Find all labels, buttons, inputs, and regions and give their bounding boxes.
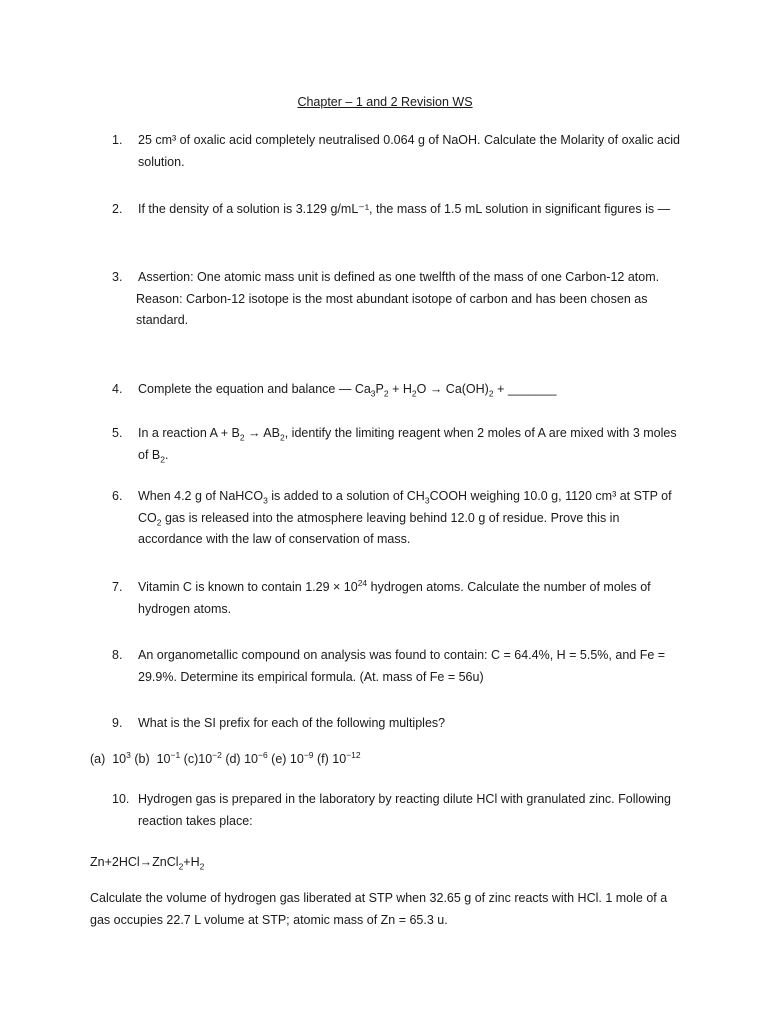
question-number: 6. — [112, 489, 123, 503]
question-3 — [112, 267, 682, 332]
question-9-options: (a) $10^3$ (b) $10^{-1}$ $(c)10^{-2}$ (d) $10^{-6}$ (e) $10^{-9}$ (f) $10^{-12}$ — [90, 749, 361, 766]
question-text: Complete the equation and balance — $Ca_3P_2 + H_2O \to Ca(OH)_2$ + _______ — [138, 382, 557, 399]
question-5 — [112, 423, 682, 466]
question-number: 7. — [112, 580, 123, 594]
question-7 — [112, 577, 682, 620]
question-10-equation: $Zn+2HCl\to ZnCl_2+H_2$ — [90, 855, 205, 872]
question-text: 25 cm³ of oxalic acid completely neutralised 0.064 g of NaOH. Calculate the Molarity of oxalic acid solution. — [138, 133, 680, 169]
question-8 — [112, 645, 682, 688]
question-text: Assertion: One atomic mass unit is defined as one twelfth of the mass of one Carbon-12 atom. — [138, 270, 660, 284]
question-10 — [112, 789, 682, 832]
question-number: 9. — [112, 716, 123, 730]
question-2 — [112, 199, 682, 221]
question-text: If the density of a solution is 3.129 g/mL⁻¹, the mass of 1.5 mL solution in significant figures is — — [138, 202, 671, 216]
question-number: 1. — [112, 133, 123, 147]
question-number: 3. — [112, 270, 123, 284]
question-number: 10. — [112, 792, 130, 806]
question-10-followup: Calculate the volume of hydrogen gas liberated at STP when 32.65 g of zinc reacts with HCl. 1 mole of a gas occupies 22.7 L volume at STP; atomic mass of Zn = 65.3 u. — [90, 891, 668, 927]
question-number: 2. — [112, 202, 123, 216]
question-number: 5. — [112, 426, 123, 440]
question-text: Vitamin C is known to contain $1.29 \times 10^{24}$ hydrogen atoms. Calculate the number of moles of hydrogen atoms. — [138, 577, 651, 616]
question-6 — [112, 486, 682, 551]
page-title: Chapter – 1 and 2 Revision WS — [297, 95, 473, 109]
question-number: 8. — [112, 648, 123, 662]
question-text: In a reaction $A + B_2 \to AB_2$, identify the limiting reagent when 2 moles of A are mixed with 3 moles of $B_2$. — [138, 426, 677, 464]
question-4 — [112, 379, 682, 401]
question-9 — [112, 713, 682, 735]
question-text: What is the SI prefix for each of the following multiples? — [138, 716, 446, 730]
question-text: An organometallic compound on analysis was found to contain: C = 64.4%, H = 5.5%, and Fe = 29.9%. Determine its empirical formula. (At. mass of Fe = 56u) — [138, 648, 666, 684]
question-text: Hydrogen gas is prepared in the laboratory by reacting dilute HCl with granulated zinc. Following reaction takes place: — [138, 792, 671, 828]
question-text: When 4.2 g of NaHCO$_3$ is added to a solution of $CH_3COOH$ weighing 10.0 g, 1120 cm³ at STP of $CO_2$ gas is released into the atmosphere leaving behind 12.0 g of residue. Prove this in accordance with the law of conservation of mass. — [138, 489, 672, 546]
question-1 — [112, 130, 682, 173]
question-number: 4. — [112, 382, 123, 396]
question-reason: Reason: Carbon-12 isotope is the most abundant isotope of carbon and has been chosen as standard. — [136, 291, 648, 327]
